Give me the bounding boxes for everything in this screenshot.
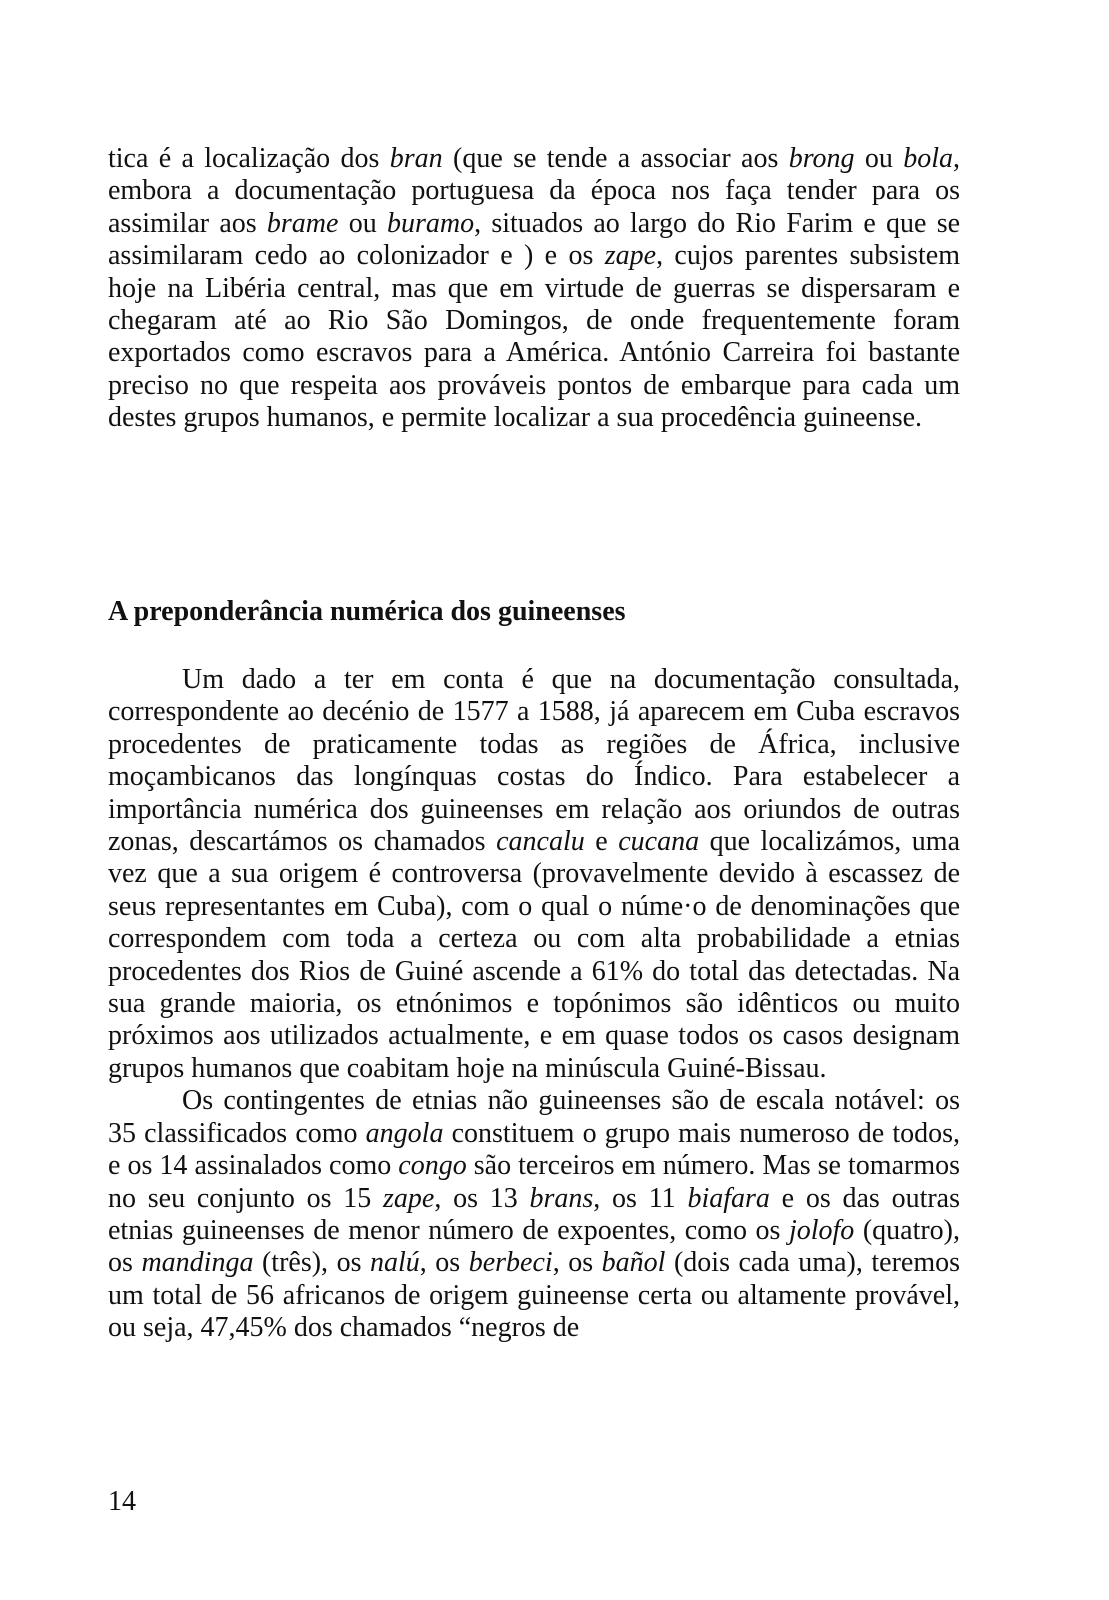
italic-term: zape bbox=[383, 1182, 435, 1214]
text-run: Um dado a ter em conta é que na documentação consultada, correspondente ao decénio de 1577 a 1588, já aparecem em Cuba escravos procedentes de praticamente todas as regiões de África, inclusive moçambicanos das longínquas costas do Índico. Para estabelecer a importância numérica dos guineenses em relação aos oriundos de outras zonas, descartámos os chamados bbox=[108, 664, 960, 858]
text-run: são terceiros em número. Mas se tomarmos no seu conjunto os 15 bbox=[108, 1150, 960, 1214]
italic-term: zape bbox=[604, 240, 657, 272]
text-run: , os bbox=[419, 1247, 469, 1279]
italic-term: bran bbox=[389, 143, 443, 174]
italic-term: cucana bbox=[618, 826, 700, 858]
italic-term: bañol bbox=[601, 1247, 666, 1279]
text-run: , embora a documentação portuguesa da época nos faça tender para os assimilar aos bbox=[108, 143, 961, 239]
page-number: 14 bbox=[108, 1486, 136, 1517]
text-run: Os contingentes de etnias não guineenses são de escala notável: os 35 classificados como bbox=[108, 1085, 960, 1149]
text-run: (quatro), os bbox=[108, 1214, 960, 1279]
italic-term: congo bbox=[398, 1150, 467, 1182]
italic-term: angola bbox=[365, 1117, 444, 1149]
text-run: e os das outras etnias guineenses de menor número de expoentes, como os bbox=[108, 1182, 961, 1246]
text-run: , cujos parentes subsistem hoje na Libéria central, mas que em virtude de guerras se dispersaram e chegaram até ao Rio São Domingos, de onde frequentemente foram exportados como escravos para a América. António Carreira foi bastante preciso no que respeita aos prováveis pontos de embarque para cada um destes grupos humanos, e permite localizar a sua procedência guineense. bbox=[108, 240, 960, 434]
text-run: ou bbox=[854, 143, 904, 174]
text-run: (três), os bbox=[253, 1247, 370, 1279]
text-run: (que se tende a associar aos bbox=[442, 143, 789, 174]
text-run: , os bbox=[552, 1247, 602, 1279]
body-text-section bbox=[108, 664, 960, 1345]
section-heading: A preponderância numérica dos guineenses bbox=[108, 596, 626, 627]
text-run: , os 13 bbox=[434, 1182, 530, 1214]
italic-term: bola bbox=[903, 143, 954, 174]
italic-term: cancalu bbox=[496, 826, 585, 858]
text-run: , situados ao largo do Rio Farim e que se assimilaram cedo ao colonizador e ) e os bbox=[108, 207, 961, 272]
text-run: e bbox=[584, 826, 619, 858]
body-text-top bbox=[108, 143, 960, 435]
italic-term: nalú bbox=[370, 1247, 420, 1279]
italic-term: brame bbox=[266, 207, 339, 239]
italic-term: mandinga bbox=[141, 1247, 254, 1279]
paragraph bbox=[108, 1085, 960, 1344]
italic-term: berbeci bbox=[468, 1247, 553, 1279]
text-run: ou bbox=[338, 207, 387, 239]
text-run: que localizámos, uma vez que a sua origem é controversa (provavelmente devido à escassez de seus representantes em Cuba), com o qual o núme·o de denominações que correspondem com toda a certeza ou com alta probabilidade a etnias procedentes dos Rios de Guiné ascende a 61% do total das detectadas. Na sua grande maioria, os etnónimos e topónimos são idênticos ou muito próximos aos utilizados actualmente, e em quase todos os casos designam grupos humanos que coabitam hoje na minúscula Guiné-Bissau. bbox=[108, 826, 961, 1084]
text-run: (dois cada uma), teremos um total de 56 africanos de origem guineense certa ou altamente provável, ou seja, 47,45% dos chamados “negros de bbox=[108, 1247, 960, 1344]
text-run: constituem o grupo mais numeroso de todos, e os 14 assinalados como bbox=[108, 1117, 960, 1182]
italic-term: brong bbox=[788, 143, 855, 174]
text-run: tica é a localização dos bbox=[108, 143, 390, 174]
italic-term: biafara bbox=[687, 1182, 770, 1214]
text-run: , os 11 bbox=[593, 1182, 688, 1214]
italic-term: jolofo bbox=[788, 1214, 855, 1246]
paragraph-continued bbox=[108, 143, 960, 435]
italic-term: buramo bbox=[386, 207, 475, 239]
paragraph bbox=[108, 664, 960, 1085]
italic-term: brans bbox=[529, 1182, 594, 1214]
